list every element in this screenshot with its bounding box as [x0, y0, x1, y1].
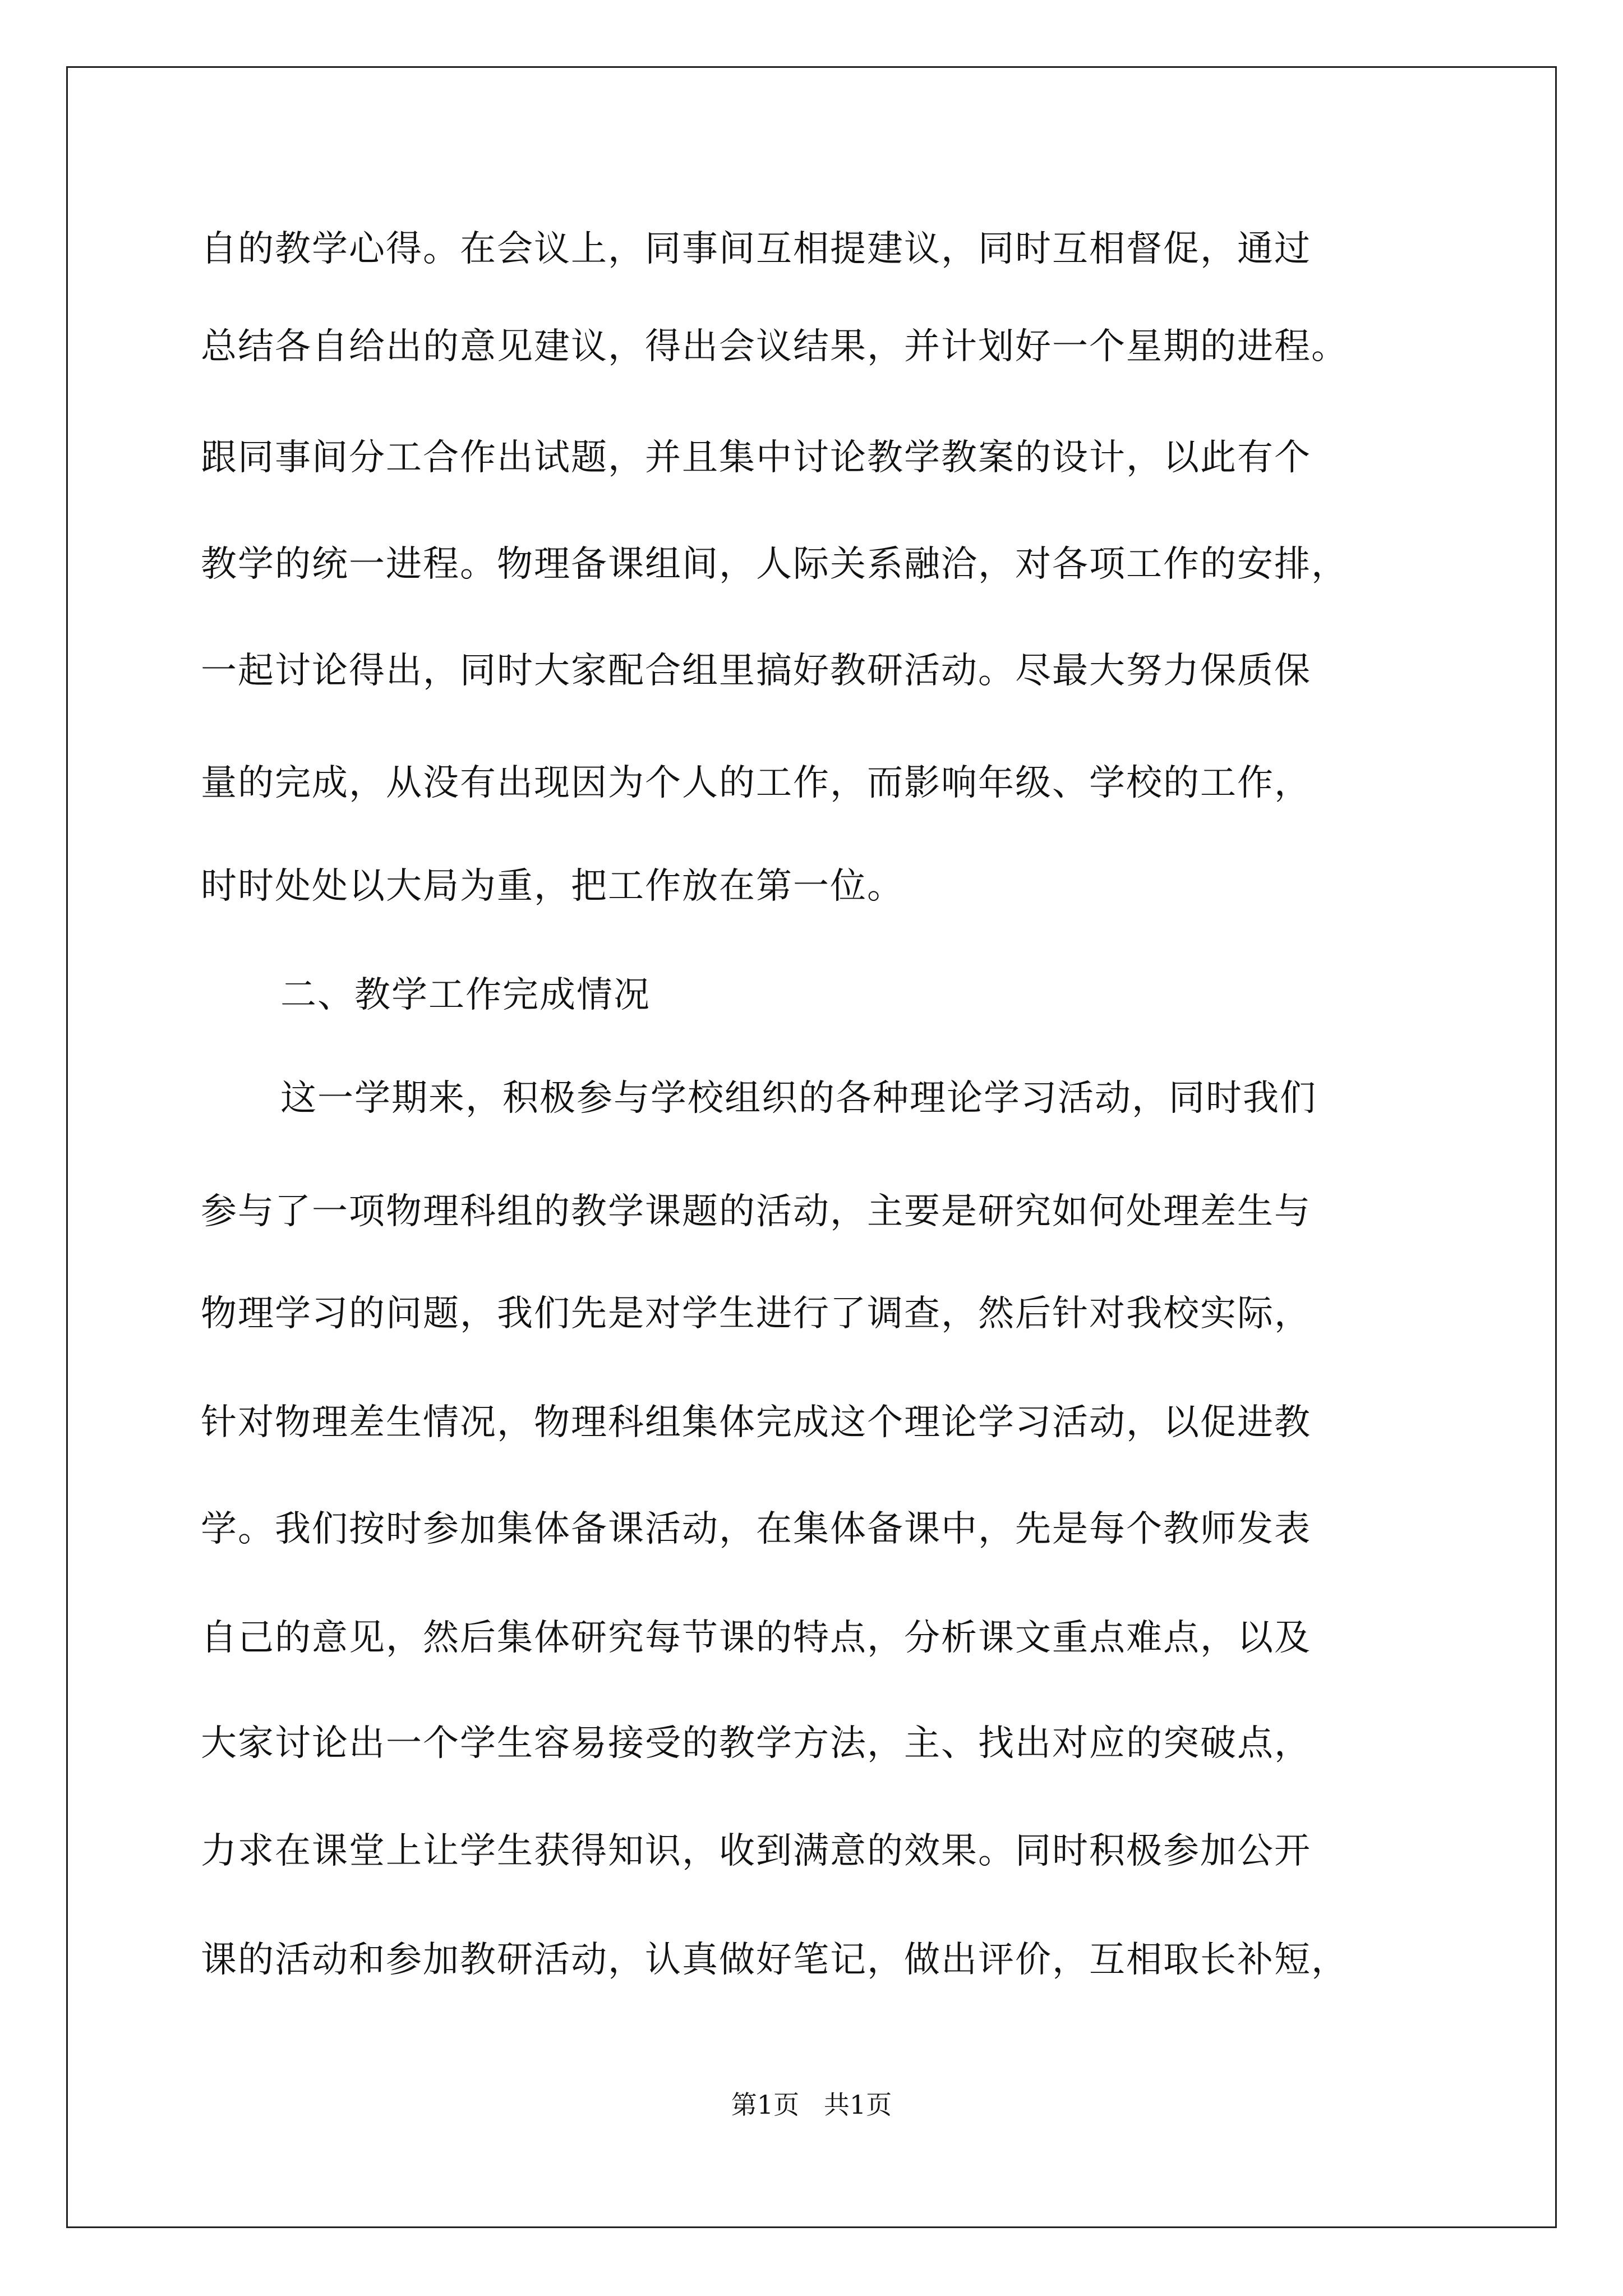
body-text-line: 自的教学心得。在会议上，同事间互相提建议，同时互相督促，通过 — [201, 228, 1311, 270]
body-text-line: 参与了一项物理科组的教学课题的活动，主要是研究如何处理差生与 — [201, 1191, 1311, 1232]
body-text-line: 这一学期来，积极参与学校组织的各种理论学习活动，同时我们 — [280, 1078, 1317, 1119]
page-border — [66, 66, 1557, 2228]
section-heading: 二、教学工作完成情况 — [280, 974, 651, 1016]
body-text-line: 教学的统一进程。物理备课组间，人际关系融洽，对各项工作的安排， — [201, 544, 1348, 585]
body-text-line: 一起讨论得出，同时大家配合组里搞好教研活动。尽最大努力保质保 — [201, 650, 1311, 692]
body-text-line: 总结各自给出的意见建议，得出会议结果，并计划好一个星期的进程。 — [201, 326, 1348, 367]
body-text-line: 力求在课堂上让学生获得知识，收到满意的效果。同时积极参加公开 — [201, 1830, 1311, 1872]
body-text-line: 课的活动和参加教研活动，认真做好笔记，做出评价，互相取长补短， — [201, 1939, 1348, 1981]
page-footer: 第1页 共1页 — [731, 2090, 892, 2120]
body-text-line: 大家讨论出一个学生容易接受的教学方法，主、找出对应的突破点， — [201, 1723, 1311, 1764]
body-text-line: 物理学习的问题，我们先是对学生进行了调查，然后针对我校实际， — [201, 1293, 1311, 1335]
body-text-line: 量的完成，从没有出现因为个人的工作，而影响年级、学校的工作， — [201, 762, 1311, 804]
body-text-line: 自己的意见，然后集体研究每节课的特点，分析课文重点难点，以及 — [201, 1617, 1311, 1659]
body-text-line: 针对物理差生情况，物理科组集体完成这个理论学习活动，以促进教 — [201, 1402, 1311, 1443]
body-text-line: 学。我们按时参加集体备课活动，在集体备课中，先是每个教师发表 — [201, 1508, 1311, 1550]
body-text-line: 时时处处以大局为重，把工作放在第一位。 — [201, 866, 904, 907]
body-text-line: 跟同事间分工合作出试题，并且集中讨论教学教案的设计，以此有个 — [201, 437, 1311, 478]
